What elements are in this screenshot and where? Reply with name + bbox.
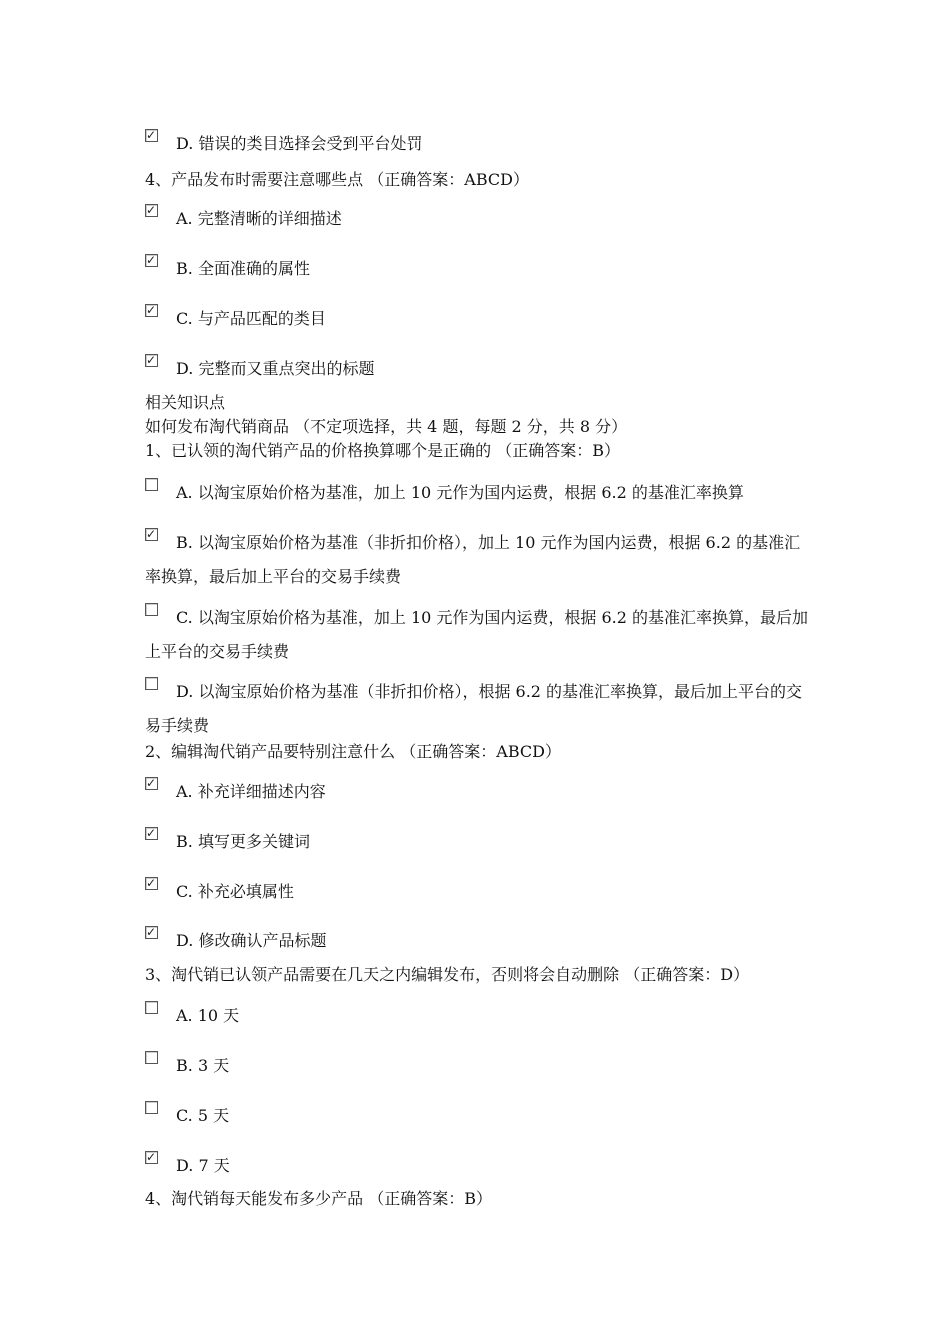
question-heading: 2、编辑淘代销产品要特别注意什么 （正确答案：ABCD） xyxy=(145,742,561,761)
question-heading: 1、已认领的淘代销产品的价格换算哪个是正确的 （正确答案：B） xyxy=(145,441,621,460)
option-q4prev-b xyxy=(145,252,810,286)
checkbox-unchecked-icon[interactable] xyxy=(145,603,158,616)
checkbox-checked-icon[interactable] xyxy=(145,304,158,317)
checkbox-checked-icon[interactable] xyxy=(145,877,158,890)
checkbox-checked-icon[interactable] xyxy=(145,1151,158,1164)
option-q4prev-c xyxy=(145,302,810,336)
option-text: A. 完整清晰的详细描述 xyxy=(176,209,342,228)
option-q3-d xyxy=(145,1149,810,1183)
checkbox-unchecked-icon[interactable] xyxy=(145,1101,158,1114)
section-title: 如何发布淘代销商品 （不定项选择，共 4 题，每题 2 分，共 8 分） xyxy=(145,417,628,436)
checkbox-checked-icon[interactable] xyxy=(145,827,158,840)
option-q3-b xyxy=(145,1049,810,1083)
option-text: B. 全面准确的属性 xyxy=(176,259,310,278)
option-text: D. 错误的类目选择会受到平台处罚 xyxy=(176,134,423,153)
checkbox-checked-icon[interactable] xyxy=(145,528,158,541)
checkbox-checked-icon[interactable] xyxy=(145,354,158,367)
option-text: B. 以淘宝原始价格为基准（非折扣价格），加上 10 元作为国内运费，根据 6.2 的基准汇率换算，最后加上平台的交易手续费 xyxy=(145,533,801,586)
option-text: D. 修改确认产品标题 xyxy=(176,931,327,950)
option-text: A. 10 天 xyxy=(176,1006,240,1025)
option-q1-b xyxy=(145,526,810,594)
option-text: B. 3 天 xyxy=(176,1056,230,1075)
option-q3-a xyxy=(145,999,810,1033)
option-text: C. 5 天 xyxy=(176,1106,230,1125)
option-text: C. 与产品匹配的类目 xyxy=(176,309,326,328)
option-text: D. 完整而又重点突出的标题 xyxy=(176,359,375,378)
option-text: C. 以淘宝原始价格为基准，加上 10 元作为国内运费，根据 6.2 的基准汇率换算，最后加上平台的交易手续费 xyxy=(145,608,809,661)
option-q1-a xyxy=(145,476,810,510)
checkbox-checked-icon[interactable] xyxy=(145,254,158,267)
option-q4prev-a xyxy=(145,202,810,236)
option-text: D. 7 天 xyxy=(176,1156,230,1175)
option-text: D. 以淘宝原始价格为基准（非折扣价格），根据 6.2 的基准汇率换算，最后加上平台的交易手续费 xyxy=(145,682,803,735)
option-q1-d xyxy=(145,675,810,743)
option-q3-c xyxy=(145,1099,810,1133)
option-text: B. 填写更多关键词 xyxy=(176,832,310,851)
option-q4prev-d xyxy=(145,352,810,386)
checkbox-checked-icon[interactable] xyxy=(145,926,158,939)
option-text: A. 补充详细描述内容 xyxy=(176,782,326,801)
checkbox-unchecked-icon[interactable] xyxy=(145,478,158,491)
checkbox-checked-icon[interactable] xyxy=(145,129,158,142)
option-q2-c xyxy=(145,875,810,909)
option-q2-a xyxy=(145,775,810,809)
checkbox-checked-icon[interactable] xyxy=(145,777,158,790)
option-q1-c xyxy=(145,601,810,669)
checkbox-unchecked-icon[interactable] xyxy=(145,1001,158,1014)
option-q3prev-d xyxy=(145,127,810,161)
option-q2-b xyxy=(145,825,810,859)
option-text: A. 以淘宝原始价格为基准，加上 10 元作为国内运费，根据 6.2 的基准汇率换算 xyxy=(176,483,744,502)
checkbox-unchecked-icon[interactable] xyxy=(145,677,158,690)
option-text: C. 补充必填属性 xyxy=(176,882,294,901)
question-heading: 4、淘代销每天能发布多少产品 （正确答案：B） xyxy=(145,1189,493,1208)
checkbox-checked-icon[interactable] xyxy=(145,204,158,217)
option-q2-d xyxy=(145,924,810,958)
question-heading: 4、产品发布时需要注意哪些点 （正确答案：ABCD） xyxy=(145,170,529,189)
checkbox-unchecked-icon[interactable] xyxy=(145,1051,158,1064)
related-knowledge-label: 相关知识点 xyxy=(145,393,226,412)
question-heading: 3、淘代销已认领产品需要在几天之内编辑发布，否则将会自动删除 （正确答案：D） xyxy=(145,965,750,984)
